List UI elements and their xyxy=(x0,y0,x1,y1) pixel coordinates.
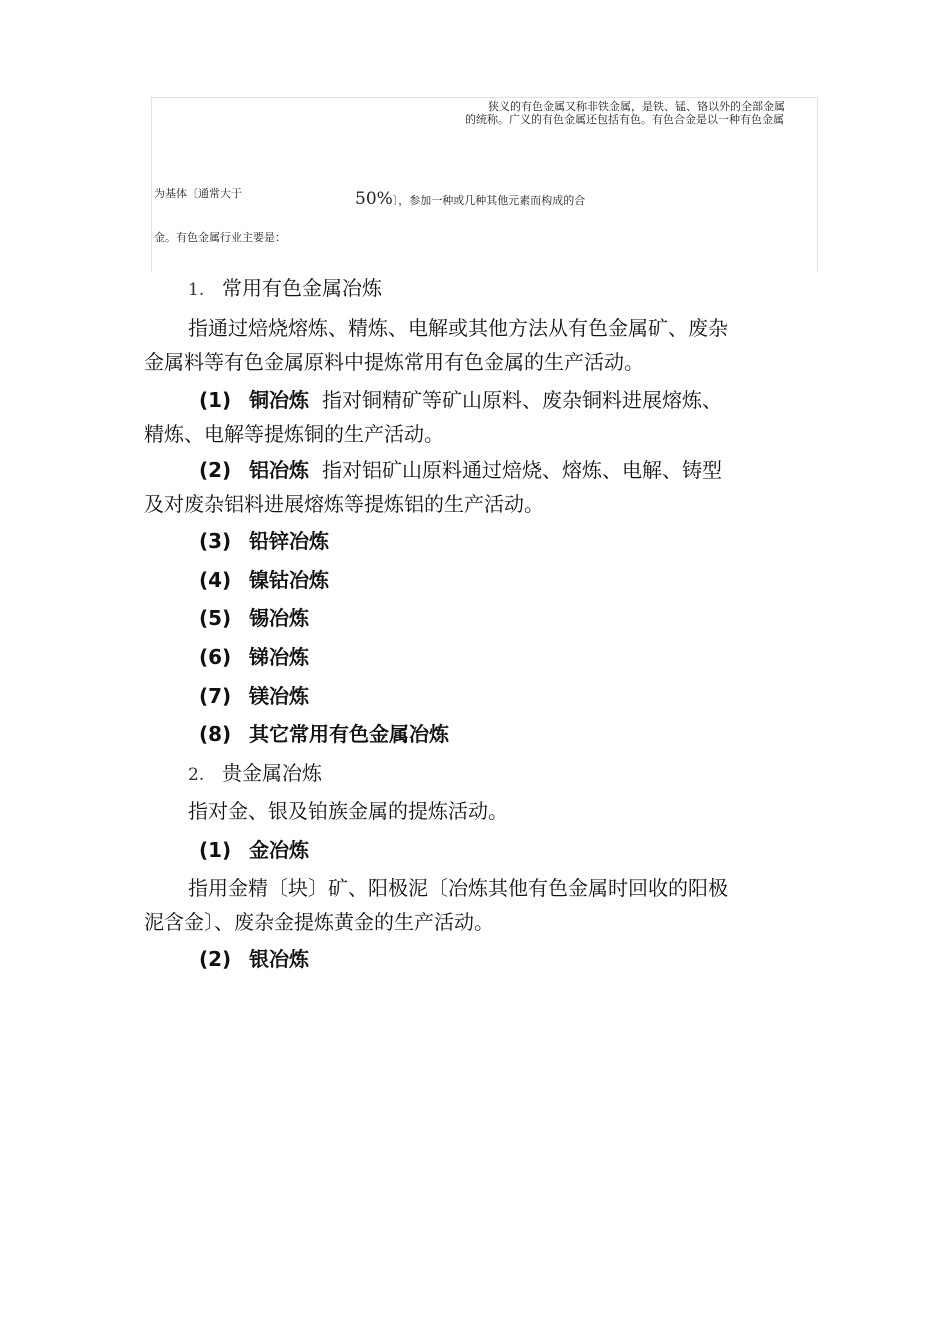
section1-desc-line2: 金属料等有色金属原料中提炼常用有色金属的生产活动。 xyxy=(144,350,644,374)
item-name: 铜冶炼 xyxy=(249,388,309,412)
item-lead-zinc xyxy=(199,527,329,555)
section1-desc-line1: 指通过焙烧熔炼、精炼、电解或其他方法从有色金属矿、废杂 xyxy=(188,316,728,340)
item-name: 铅锌冶炼 xyxy=(249,529,329,553)
section1-num: 1. xyxy=(188,280,205,300)
section2-desc: 指对金、银及铂族金属的提炼活动。 xyxy=(188,799,508,823)
item-nickel-cobalt xyxy=(199,566,329,594)
note-percent-line xyxy=(355,187,585,213)
item-num: (3) xyxy=(199,529,232,553)
note-line-4: 金。有色金属行业主要是： xyxy=(154,231,286,244)
section2-heading xyxy=(188,759,322,789)
item-gold xyxy=(199,836,309,864)
item-num: (7) xyxy=(199,684,232,708)
item-name: 锑冶炼 xyxy=(249,645,309,669)
item-antimony xyxy=(199,643,309,671)
item-name: 铝冶炼 xyxy=(249,458,309,482)
section1-heading xyxy=(188,274,382,304)
note-line-3-tail: 〕，参加一种或几种其他元素而构成的合 xyxy=(392,194,586,207)
note-line-3: 为基体〔通常大于 xyxy=(154,187,242,200)
section2-num: 2. xyxy=(188,765,205,785)
note-percent: 50% xyxy=(355,189,393,209)
item-gold-desc-line2: 泥含金〕、废杂金提炼黄金的生产活动。 xyxy=(144,910,494,934)
item-other-metals xyxy=(199,720,449,748)
item-name: 锡冶炼 xyxy=(249,606,309,630)
item-num: (4) xyxy=(199,568,232,592)
item-name: 银冶炼 xyxy=(249,947,309,971)
note-line-1: 狭义的有色金属又称非铁金属，是铁、锰、铬以外的全部金属 xyxy=(488,100,785,113)
item-copper-desc-line2: 精炼、电解等提炼铜的生产活动。 xyxy=(144,422,444,446)
note-line-2: 的统称。广义的有色金属还包括有色。有色合金是以一种有色金属 xyxy=(465,113,784,126)
item-name: 其它常用有色金属冶炼 xyxy=(249,722,449,746)
item-num: (1) xyxy=(199,388,232,412)
item-aluminum xyxy=(199,456,722,484)
item-silver xyxy=(199,945,309,973)
section2-title: 贵金属冶炼 xyxy=(222,761,322,785)
item-name: 镍钴冶炼 xyxy=(249,568,329,592)
item-name: 金冶炼 xyxy=(249,838,309,862)
item-aluminum-desc-line2: 及对废杂铝料进展熔炼等提炼铝的生产活动。 xyxy=(144,492,544,516)
item-num: (1) xyxy=(199,838,232,862)
item-copper xyxy=(199,386,722,414)
item-num: (5) xyxy=(199,606,232,630)
note-box xyxy=(151,97,818,272)
item-desc: 指对铝矿山原料通过焙烧、熔炼、电解、铸型 xyxy=(321,458,722,482)
section1-title: 常用有色金属冶炼 xyxy=(222,276,382,300)
item-num: (2) xyxy=(199,458,232,482)
item-tin xyxy=(199,604,309,632)
item-num: (6) xyxy=(199,645,232,669)
item-name: 镁冶炼 xyxy=(249,684,309,708)
item-gold-desc-line1: 指用金精〔块〕矿、阳极泥〔冶炼其他有色金属时回收的阳极 xyxy=(188,876,728,900)
item-desc: 指对铜精矿等矿山原料、废杂铜料进展熔炼、 xyxy=(321,388,722,412)
item-num: (2) xyxy=(199,947,232,971)
item-num: (8) xyxy=(199,722,232,746)
item-magnesium xyxy=(199,682,309,710)
